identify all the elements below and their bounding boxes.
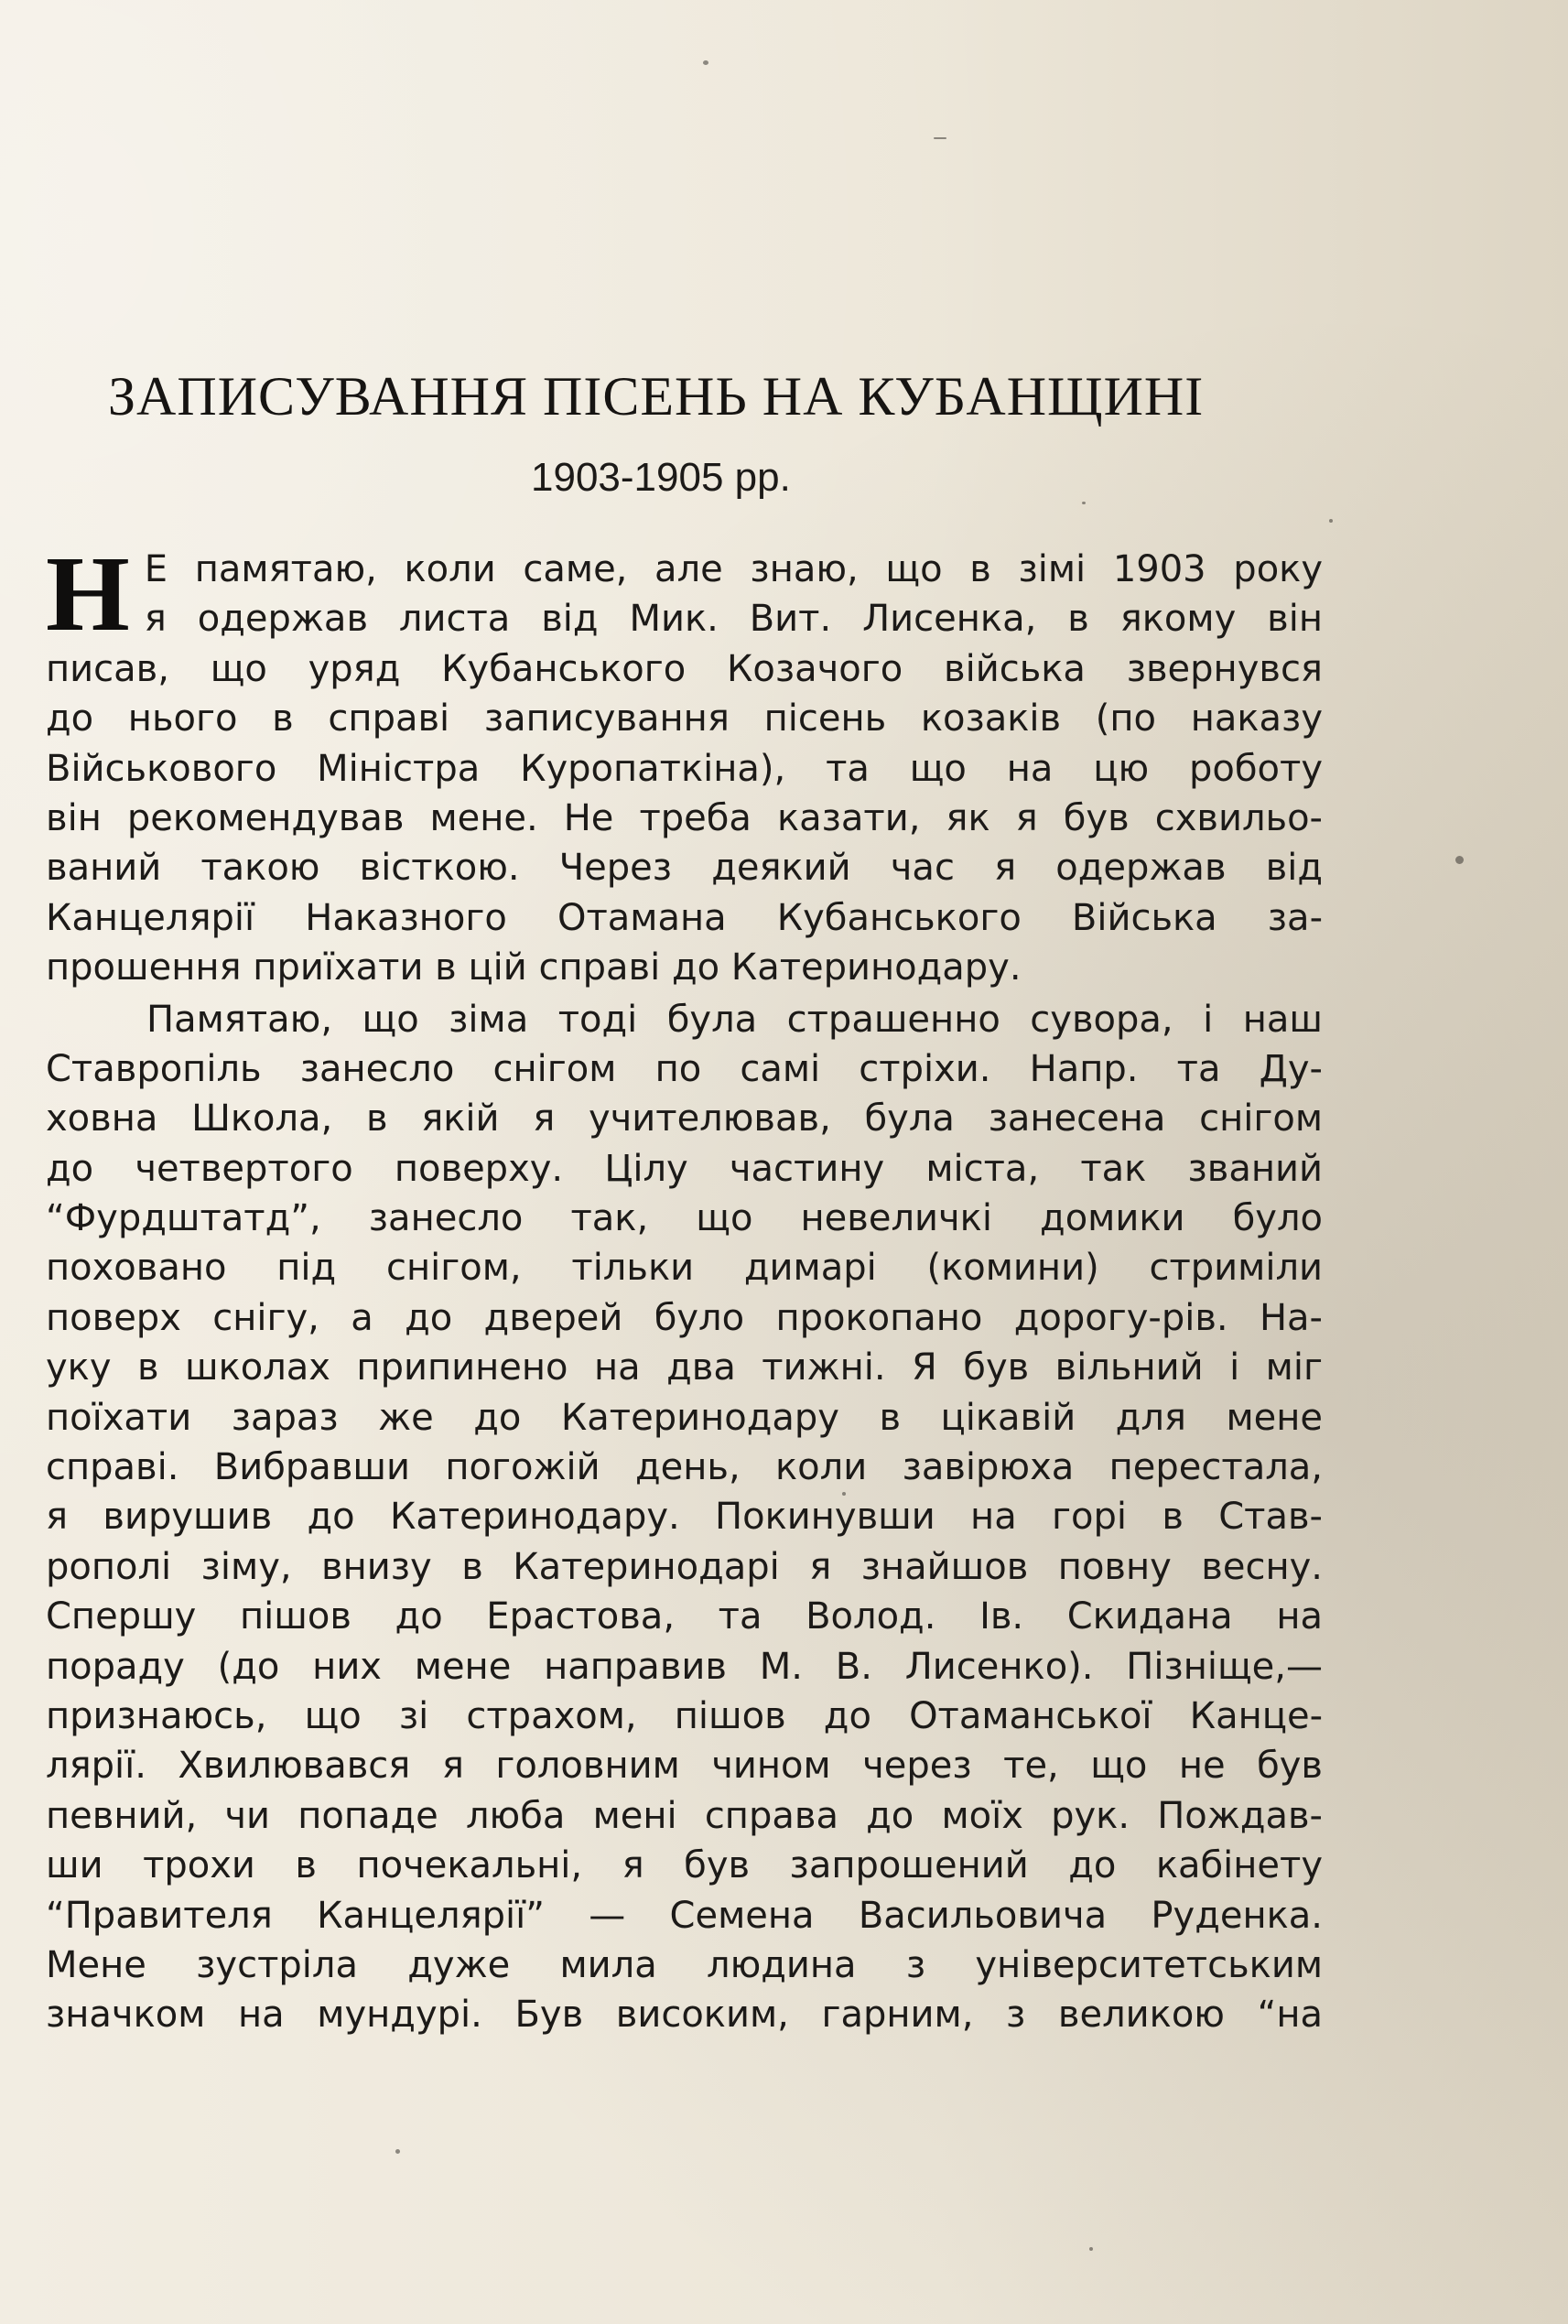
- paragraph-1: [46, 534, 1323, 993]
- text-line: рополі зіму, внизу в Катеринодарі я знайшов повну весну.: [46, 1545, 1323, 1588]
- text-line: лярії. Хвилювався я головним чином через те, що не був: [46, 1745, 1323, 1788]
- text-line: Памятаю, що зіма тоді була страшенно сувора, і наш: [146, 998, 1323, 1041]
- text-line: прошення приїхати в цій справі до Катеринодару.: [46, 946, 1022, 989]
- text-line: поїхати зараз же до Катеринодару в цікавій для мене: [46, 1396, 1323, 1439]
- text-line: Канцелярії Наказного Отамана Кубанського Війська за-: [46, 896, 1323, 939]
- article-body: [46, 534, 1323, 2040]
- text-line: Спершу пішов до Ерастова, та Волод. Ів. Скидана на: [46, 1595, 1323, 1638]
- text-line: поховано під снігом, тільки димарі (комини) стриміли: [46, 1247, 1323, 1290]
- text-line: пораду (до них мене направив М. В. Лисенко). Пізніще,—: [46, 1645, 1323, 1688]
- text-line: “Фурдштатд”, занесло так, що невеличкі домики було: [46, 1197, 1323, 1240]
- text-line: Військового Міністра Куропаткіна), та що на цю роботу: [46, 747, 1323, 790]
- text-line: я одержав листа від Мик. Вит. Лисенка, в якому він: [144, 598, 1323, 641]
- date-range-subtitle: 1903-1905 рр.: [531, 455, 791, 500]
- page-title: ЗАПИСУВАННЯ ПІСЕНЬ НА КУБАНЩИНІ: [108, 366, 1205, 427]
- text-line: Ставропіль занесло снігом по самі стріхи. Напр. та Ду-: [46, 1047, 1323, 1090]
- text-line: я вирушив до Катеринодару. Покинувши на горі в Став-: [46, 1496, 1323, 1539]
- text-line: до нього в справі записування пісень козаків (по наказу: [46, 697, 1323, 740]
- text-line: писав, що уряд Кубанського Козачого війська звернувся: [46, 647, 1323, 690]
- text-line: до четвертого поверху. Цілу частину міста, так званий: [46, 1147, 1323, 1190]
- paragraph-2: [46, 995, 1323, 2040]
- text-line: певний, чи попаде люба мені справа до моїх рук. Пождав-: [46, 1794, 1323, 1837]
- text-line: признаюсь, що зі страхом, пішов до Отаманської Канце-: [46, 1694, 1323, 1737]
- text-line: значком на мундурі. Був високим, гарним, з великою “на: [46, 1994, 1323, 2037]
- text-line: Е памятаю, коли саме, але знаю, що в зімі 1903 року: [144, 548, 1323, 590]
- text-line: справі. Вибравши погожій день, коли завірюха перестала,: [46, 1446, 1323, 1489]
- text-line: уку в школах припинено на два тижні. Я був вільний і міг: [46, 1346, 1323, 1389]
- text-line: поверх снігу, а до дверей було прокопано дорогу-рів. На-: [46, 1296, 1323, 1339]
- text-line: Мене зустріла дуже мила людина з університетським: [46, 1943, 1323, 1986]
- drop-cap: Н: [46, 534, 130, 654]
- text-line: ваний такою вісткою. Через деякий час я одержав від: [46, 847, 1323, 890]
- text-line: ховна Школа, в якій я учителював, була занесена снігом: [46, 1097, 1323, 1140]
- text-line: ши трохи в почекальні, я був запрошений до кабінету: [46, 1844, 1323, 1887]
- text-line: “Правителя Канцелярії” — Семена Васильовича Руденка.: [46, 1894, 1323, 1937]
- text-line: він рекомендував мене. Не треба казати, як я був схвильо-: [46, 796, 1323, 839]
